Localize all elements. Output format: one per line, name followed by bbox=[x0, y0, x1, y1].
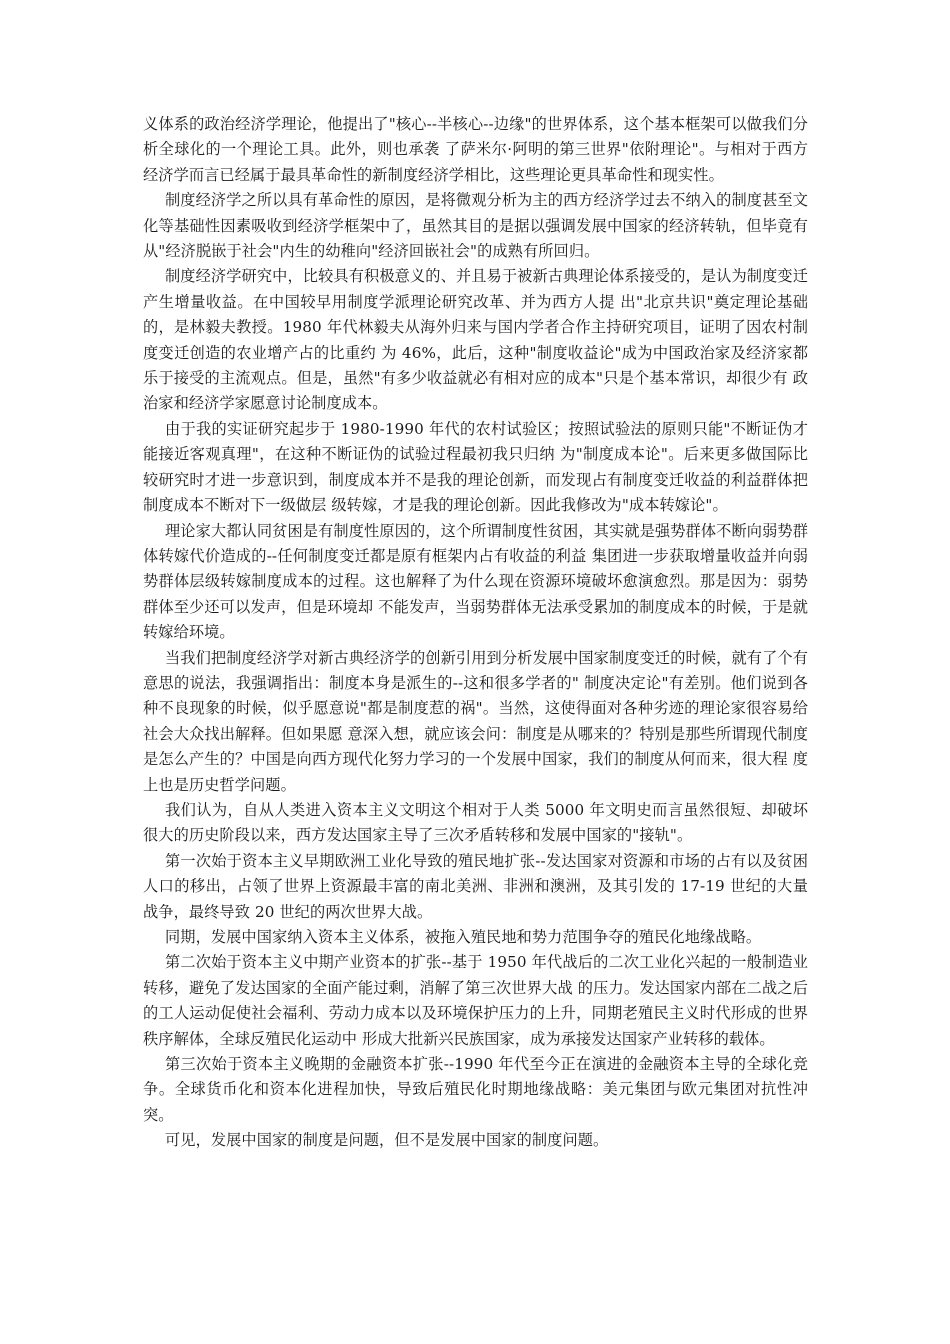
document-body bbox=[143, 112, 808, 1154]
paragraph-2: 制度经济学之所以具有革命性的原因，是将微观分析为主的西方经济学过去不纳入的制度甚至文化等基础性因素吸收到经济学框架中了，虽然其目的是据以强调发展中国家的经济转轨，但毕竟有从"经济脱嵌于社会"内生的幼稚向"经济回嵌社会"的成熟有所回归。 bbox=[143, 191, 808, 261]
paragraph-1: 义体系的政治经济学理论，他提出了"核心--半核心--边缘"的世界体系，这个基本框架可以做我们分析全球化的一个理论工具。此外，则也承袭 了萨米尔·阿明的第三世界"依附理论"。与相对于西方经济学而言已经属于最具革命性的新制度经济学相比，这些理论更具革命性和现实性。 bbox=[143, 115, 808, 184]
paragraph-8: 第一次始于资本主义早期欧洲工业化导致的殖民地扩张--发达国家对资源和市场的占有以及贫困人口的移出，占领了世界上资源最丰富的南北美洲、非洲和澳洲，及其引发的 17-19 世纪的大量战争，最终导致 20 世纪的两次世界大战。 bbox=[143, 851, 808, 921]
paragraph-10: 第二次始于资本主义中期产业资本的扩张--基于 1950 年代战后的二次工业化兴起的一般制造业转移，避免了发达国家的全面产能过剩，消解了第三次世界大战 的压力。发达国家内部在二战之后的工人运动促使社会福利、劳动力成本以及环境保护压力的上升，同期老殖民主义时代形成的世界秩序解体，全球反殖民化运动中 形成大批新兴民族国家，成为承接发达国家产业转移的载体。 bbox=[143, 953, 808, 1048]
paragraph-11: 第三次始于资本主义晚期的金融资本扩张--1990 年代至今正在演进的金融资本主导的全球化竞争。全球货币化和资本化进程加快，导致后殖民化时期地缘战略：美元集团与欧元集团对抗性冲突。 bbox=[143, 1055, 808, 1124]
paragraph-6: 当我们把制度经济学对新古典经济学的创新引用到分析发展中国家制度变迁的时候，就有了个有意思的说法，我强调指出：制度本身是派生的--这和很多学者的" 制度决定论"有差别。他们说到各种不良现象的时候，似乎愿意说"都是制度惹的祸"。当然，这使得面对各种劣迹的理论家很容易给社会大众找出解释。但如果愿 意深入想，就应该会问：制度是从哪来的？特别是那些所谓现代制度是怎么产生的？中国是向西方现代化努力学习的一个发展中国家，我们的制度从何而来，很大程 度上也是历史哲学问题。 bbox=[143, 648, 808, 794]
paragraph-4: 由于我的实证研究起步于 1980-1990 年代的农村试验区；按照试验法的原则只能"不断证伪才能接近客观真理"，在这种不断证伪的试验过程最初我只归纳 为"制度成本论"。后来更多做国际比较研究时才进一步意识到，制度成本并不是我的理论创新，而发现占有制度变迁收益的利益群体把制度成本不断对下一级做层 级转嫁，才是我的理论创新。因此我修改为"成本转嫁论"。 bbox=[143, 419, 808, 515]
paragraph-5: 理论家大都认同贫困是有制度性原因的，这个所谓制度性贫困，其实就是强势群体不断向弱势群体转嫁代价造成的--任何制度变迁都是原有框架内占有收益的利益 集团进一步获取增量收益并向弱势群体层级转嫁制度成本的过程。这也解释了为什么现在资源环境破坏愈演愈烈。那是因为：弱势群体至少还可以发声，但是环境却 不能发声，当弱势群体无法承受累加的制度成本的时候，于是就转嫁给环境。 bbox=[143, 521, 808, 642]
paragraph-9: 同期，发展中国家纳入资本主义体系，被拖入殖民地和势力范围争夺的殖民化地缘战略。 bbox=[165, 928, 762, 946]
paragraph-12: 可见，发展中国家的制度是问题，但不是发展中国家的制度问题。 bbox=[165, 1131, 609, 1150]
paragraph-7: 我们认为，自从人类进入资本主义文明这个相对于人类 5000 年文明史而言虽然很短、却破坏很大的历史阶段以来，西方发达国家主导了三次矛盾转移和发展中国家的"接轨"。 bbox=[143, 800, 808, 845]
paragraph-3: 制度经济学研究中，比较具有积极意义的、并且易于被新古典理论体系接受的，是认为制度变迁产生增量收益。在中国较早用制度学派理论研究改革、并为西方人提 出"北京共识"奠定理论基础的，是林毅夫教授。1980 年代林毅夫从海外归来与国内学者合作主持研究项目，证明了因农村制度变迁创造的农业增产占的比重约 为 46%，此后，这种"制度收益论"成为中国政治家及经济家都乐于接受的主流观点。但是，虽然"有多少收益就必有相对应的成本"只是个基本常识，却很少有 政治家和经济学家愿意讨论制度成本。 bbox=[143, 267, 808, 413]
